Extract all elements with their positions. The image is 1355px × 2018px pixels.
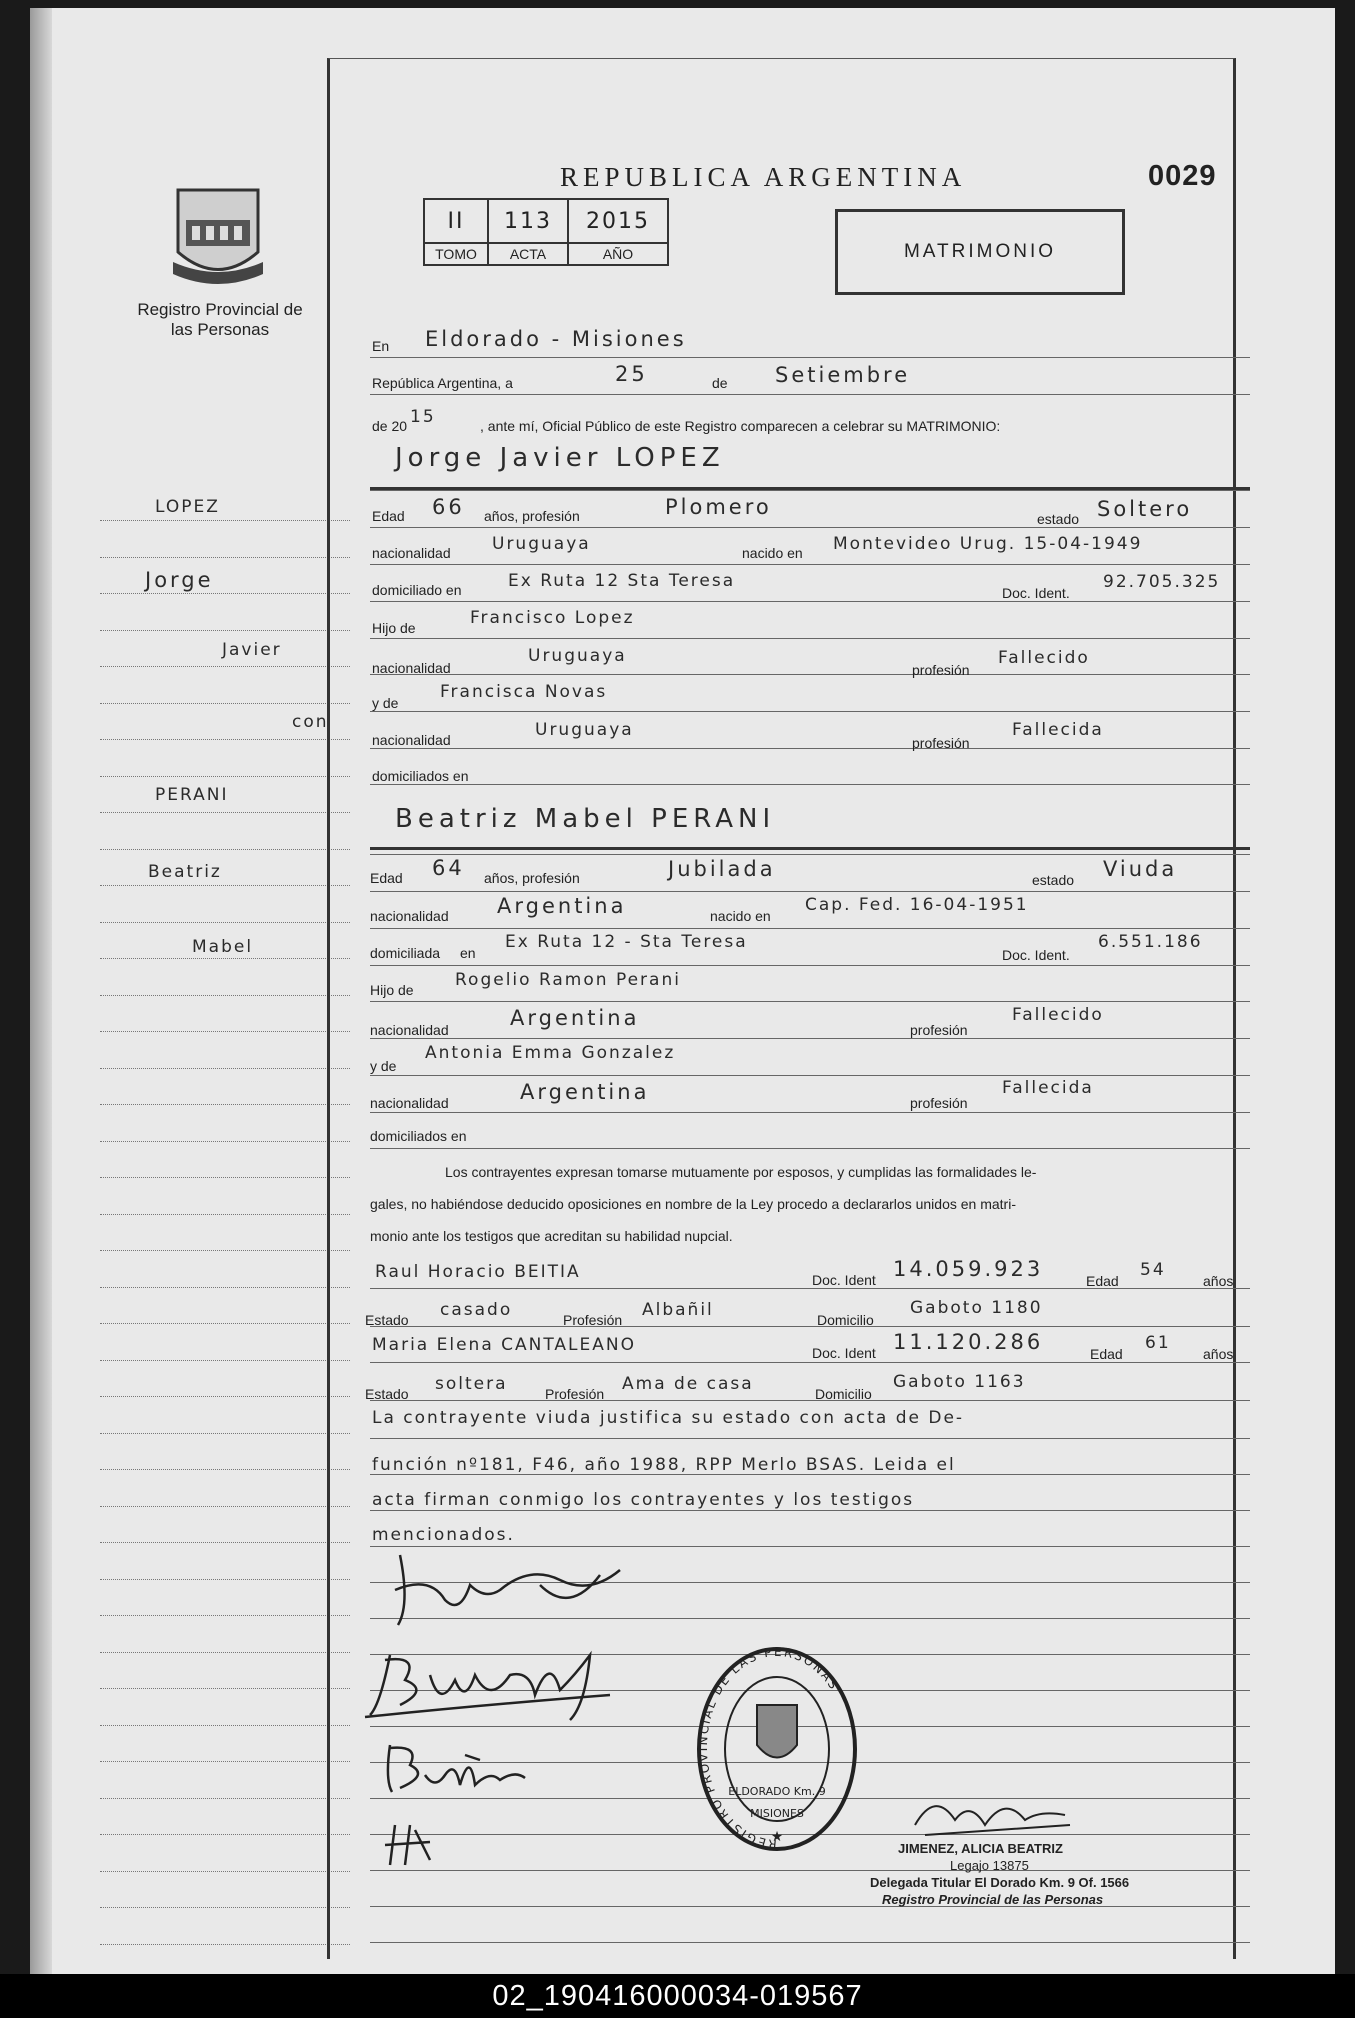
note-line-2: función nº181, F46, año 1988, RPP Merlo BSAS. Leida el <box>372 1455 956 1475</box>
witness-1-name: Raul Horacio BEITIA <box>375 1262 581 1282</box>
scan-footer-code: 02_190416000034-019567 <box>0 1974 1355 2018</box>
svg-text:★: ★ <box>770 1828 784 1844</box>
bride-father-profession: Fallecido <box>1012 1005 1104 1025</box>
witness-2-dom-label: Domicilio <box>815 1386 872 1402</box>
section-divider <box>370 487 1250 490</box>
document-title: REPUBLICA ARGENTINA <box>560 162 967 192</box>
margin-rule <box>100 1287 350 1288</box>
form-rule <box>370 854 1250 855</box>
bride-father-prof-label: profesión <box>910 1022 968 1038</box>
witness-1-status: casado <box>440 1300 513 1320</box>
form-rule <box>370 638 1250 639</box>
bride-nationality: Argentina <box>497 894 627 918</box>
groom-father-profession: Fallecido <box>998 648 1090 668</box>
bride-domiciliados-label: domiciliados en <box>370 1128 467 1144</box>
groom-hijo-label: Hijo de <box>372 620 416 636</box>
bride-address: Ex Ruta 12 - Sta Teresa <box>505 932 748 952</box>
margin-rule <box>100 1177 350 1178</box>
bride-age: 64 <box>432 856 465 880</box>
witness-1-age: 54 <box>1140 1260 1166 1280</box>
official-signature <box>905 1785 1075 1845</box>
groom-mother-nationality: Uruguaya <box>535 720 634 740</box>
groom-profession: Plomero <box>665 495 772 519</box>
form-rule <box>370 1038 1250 1039</box>
margin-rule <box>100 776 350 777</box>
groom-mother-prof-label: profesión <box>912 735 970 751</box>
groom-estado-label: estado <box>1037 511 1080 527</box>
witness-1-anos-label: años <box>1203 1273 1234 1289</box>
note-line-4: mencionados. <box>372 1525 515 1545</box>
official-name: JIMENEZ, ALICIA BEATRIZ <box>898 1841 1063 1856</box>
witness-2-edad-label: Edad <box>1090 1346 1123 1362</box>
bride-father-nat-label: nacionalidad <box>370 1022 449 1038</box>
margin-rule <box>100 958 350 959</box>
bride-birth: Cap. Fed. 16-04-1951 <box>805 895 1029 915</box>
form-rule <box>370 1400 1250 1401</box>
form-rule <box>370 674 1250 675</box>
bride-father-nationality: Argentina <box>510 1006 640 1030</box>
margin-rule <box>100 995 350 996</box>
bride-civil-status: Viuda <box>1103 857 1178 881</box>
witness-2-prof-label: Profesión <box>545 1386 605 1402</box>
margin-rule <box>100 1031 350 1032</box>
day-value: 25 <box>615 362 648 386</box>
witness-1-profession: Albañil <box>642 1300 714 1320</box>
witness-1-signature <box>380 1730 560 1800</box>
margin-rule <box>100 1214 350 1215</box>
margin-rule <box>100 1323 350 1324</box>
groom-father-nationality: Uruguaya <box>528 646 627 666</box>
bride-profession: Jubilada <box>668 857 776 881</box>
form-rule <box>370 1001 1250 1002</box>
margin-bride-surname: PERANI <box>155 785 229 805</box>
groom-mother-nat-label: nacionalidad <box>372 732 451 748</box>
groom-civil-status: Soltero <box>1097 497 1193 521</box>
bride-father: Rogelio Ramon Perani <box>455 970 681 990</box>
witness-1-address: Gaboto 1180 <box>910 1298 1043 1318</box>
margin-rule <box>100 1725 350 1726</box>
form-rule <box>370 394 1250 395</box>
margin-rule <box>100 1798 350 1799</box>
witness-1-prof-label: Profesión <box>563 1312 623 1328</box>
groom-doc-label: Doc. Ident. <box>1002 585 1070 601</box>
declaration-line-1: Los contrayentes expresan tomarse mutuamente por esposos, y cumplidas las formalidades le- <box>445 1164 1037 1180</box>
bride-mother-profession: Fallecida <box>1002 1078 1094 1098</box>
margin-rule <box>100 1068 350 1069</box>
groom-full-name: Jorge Javier LOPEZ <box>395 443 725 473</box>
note-line-3: acta firman conmigo los contrayentes y los testigos <box>372 1490 915 1510</box>
groom-yde-label: y de <box>372 695 399 711</box>
witness-2-anos-label: años <box>1203 1346 1234 1362</box>
year-prefix: de 20 <box>372 418 408 434</box>
misiones-emblem <box>168 182 268 292</box>
official-registry: Registro Provincial de las Personas <box>882 1892 1104 1907</box>
margin-first-name: Jorge <box>145 568 214 592</box>
folio-number: 0029 <box>1148 160 1217 192</box>
bride-domicilio-label: domiciliada <box>370 945 441 961</box>
bride-nacionalidad-label: nacionalidad <box>370 908 449 924</box>
en-label: En <box>372 338 390 354</box>
margin-rule <box>100 922 350 923</box>
witness-2-address: Gaboto 1163 <box>893 1372 1026 1392</box>
witness-2-status: soltera <box>435 1374 508 1394</box>
margin-rule <box>100 1469 350 1470</box>
groom-father-nat-label: nacionalidad <box>372 660 451 676</box>
margin-rule <box>100 1250 350 1251</box>
margin-rule <box>100 1761 350 1762</box>
form-rule <box>370 1326 1250 1327</box>
witness-2-profession: Ama de casa <box>622 1374 754 1394</box>
margin-rule <box>100 1542 350 1543</box>
form-rule <box>370 490 1250 491</box>
groom-mother: Francisca Novas <box>440 682 608 702</box>
form-rule <box>370 1438 1250 1439</box>
form-rule <box>370 748 1250 749</box>
margin-rule <box>100 812 350 813</box>
form-rule <box>370 1112 1250 1113</box>
bride-full-name: Beatriz Mabel PERANI <box>395 804 776 834</box>
margin-rule <box>100 1506 350 1507</box>
form-rule <box>370 784 1250 785</box>
witness-1-edad-label: Edad <box>1086 1273 1119 1289</box>
form-rule <box>370 1148 1250 1149</box>
bride-mother-prof-label: profesión <box>910 1095 968 1111</box>
margin-rule <box>100 1871 350 1872</box>
registry-name-left: Registro Provincial de las Personas <box>137 300 303 339</box>
official-stamp <box>870 1840 1129 1908</box>
bride-doc-label: Doc. Ident. <box>1002 947 1070 963</box>
anio-value: 2015 <box>568 199 668 243</box>
declaration-line-2: gales, no habiéndose deducido oposiciones en nombre de la Ley procedo a declararlos unidos en matri- <box>370 1196 1016 1212</box>
section-divider <box>370 847 1250 850</box>
witness-2-estado-label: Estado <box>365 1386 409 1402</box>
groom-signature <box>390 1545 630 1635</box>
groom-domiciliados-label: domiciliados en <box>372 768 469 784</box>
seal-inner-text: ELDORADO Km. 9 <box>728 1785 826 1798</box>
bride-profesion-label: años, profesión <box>484 870 580 886</box>
margin-rule <box>100 703 350 704</box>
groom-address: Ex Ruta 12 Sta Teresa <box>508 571 736 591</box>
witness-2-age: 61 <box>1145 1333 1171 1353</box>
margin-rule <box>100 1396 350 1397</box>
form-rule <box>370 357 1250 358</box>
bride-doc: 6.551.186 <box>1098 932 1203 952</box>
act-type-box: MATRIMONIO <box>835 209 1125 295</box>
form-rule <box>370 891 1250 892</box>
tomo-label: TOMO <box>424 243 488 265</box>
registry-seal <box>695 1645 860 1855</box>
margin-rule <box>100 1688 350 1689</box>
month-value: Setiembre <box>775 363 911 387</box>
groom-doc: 92.705.325 <box>1103 572 1221 592</box>
acta-label: ACTA <box>488 243 568 265</box>
margin-rule <box>100 1141 350 1142</box>
bride-nacido-label: nacido en <box>710 908 771 924</box>
margin-bride-first-name: Beatriz <box>148 862 222 882</box>
year-suffix: 15 <box>410 407 436 427</box>
margin-rule <box>100 739 350 740</box>
groom-domicilio-label: domiciliado en <box>372 582 462 598</box>
witness-2-signature <box>380 1820 440 1870</box>
groom-nacido-label: nacido en <box>742 545 803 561</box>
bride-mother: Antonia Emma Gonzalez <box>425 1043 676 1063</box>
form-rule <box>370 928 1250 929</box>
form-rule <box>370 965 1250 966</box>
margin-rule <box>100 1944 350 1945</box>
republic-label: República Argentina, a <box>372 375 513 391</box>
form-rule <box>370 527 1250 528</box>
form-rule <box>370 1942 1250 1943</box>
margin-con: con <box>292 712 329 732</box>
groom-father: Francisco Lopez <box>470 608 635 628</box>
groom-nacionalidad-label: nacionalidad <box>372 545 451 561</box>
official-office: Delegada Titular El Dorado Km. 9 Of. 1566 <box>870 1875 1130 1890</box>
declaration-line-3: monio ante los testigos que acreditan su habilidad nupcial. <box>370 1228 733 1244</box>
de-label: de <box>712 375 728 391</box>
bride-edad-label: Edad <box>370 870 403 886</box>
acta-value: 113 <box>488 199 568 243</box>
margin-rule <box>100 885 350 886</box>
witness-2-doc-label: Doc. Ident <box>812 1345 876 1361</box>
witness-1-doc-label: Doc. Ident <box>812 1272 876 1288</box>
witness-2-name: Maria Elena CANTALEANO <box>372 1335 636 1355</box>
witness-1-estado-label: Estado <box>365 1312 409 1328</box>
groom-profesion-label: años, profesión <box>484 508 580 524</box>
groom-age: 66 <box>432 495 465 519</box>
act-identifier-table <box>423 198 669 266</box>
bride-mother-nationality: Argentina <box>520 1080 650 1104</box>
margin-rule <box>100 1907 350 1908</box>
form-rule <box>370 1075 1250 1076</box>
intro-text: , ante mí, Oficial Público de este Registro comparecen a celebrar su MATRIMONIO: <box>480 418 1001 434</box>
margin-rule <box>100 1104 350 1105</box>
seal-ring-text: REGISTRO PROVINCIAL DE LAS PERSONAS <box>695 1645 842 1852</box>
margin-middle-name: Javier <box>222 640 282 660</box>
margin-bride-middle-name: Mabel <box>192 937 254 957</box>
form-rule <box>370 564 1250 565</box>
bride-yde-label: y de <box>370 1058 397 1074</box>
witness-1-dom-label: Domicilio <box>817 1312 874 1328</box>
margin-rule <box>100 666 350 667</box>
bride-mother-nat-label: nacionalidad <box>370 1095 449 1111</box>
anio-label: AÑO <box>568 243 668 265</box>
tomo-value: II <box>424 199 488 243</box>
form-rule <box>370 711 1250 712</box>
book-binding <box>30 8 52 1974</box>
form-rule <box>370 601 1250 602</box>
groom-birth: Montevideo Urug. 15-04-1949 <box>833 534 1143 554</box>
groom-edad-label: Edad <box>372 508 405 524</box>
margin-rule <box>100 630 350 631</box>
margin-rule <box>100 1652 350 1653</box>
seal-side-text: MISIONES <box>750 1807 804 1820</box>
form-rule <box>370 1510 1250 1511</box>
margin-rule <box>100 849 350 850</box>
margin-rule <box>100 520 350 521</box>
groom-nationality: Uruguaya <box>492 534 591 554</box>
note-line-1: La contrayente viuda justifica su estado con acta de De- <box>372 1408 965 1428</box>
margin-rule <box>100 1579 350 1580</box>
margin-rule <box>100 593 350 594</box>
margin-rule <box>100 1360 350 1361</box>
margin-surname: LOPEZ <box>155 497 220 517</box>
groom-mother-profession: Fallecida <box>1012 720 1104 740</box>
bride-hijo-label: Hijo de <box>370 982 414 998</box>
witness-2-doc: 11.120.286 <box>893 1330 1044 1354</box>
official-legajo: Legajo 13875 <box>950 1858 1029 1873</box>
bride-signature <box>360 1635 620 1725</box>
margin-rule <box>100 1615 350 1616</box>
margin-rule <box>100 1834 350 1835</box>
margin-rule <box>100 1433 350 1434</box>
groom-father-prof-label: profesión <box>912 662 970 678</box>
place-value: Eldorado - Misiones <box>425 327 687 351</box>
form-rule <box>370 1362 1250 1363</box>
witness-1-doc: 14.059.923 <box>893 1257 1044 1281</box>
bride-en-label: en <box>460 945 476 961</box>
bride-estado-label: estado <box>1032 872 1075 888</box>
margin-rule <box>100 557 350 558</box>
